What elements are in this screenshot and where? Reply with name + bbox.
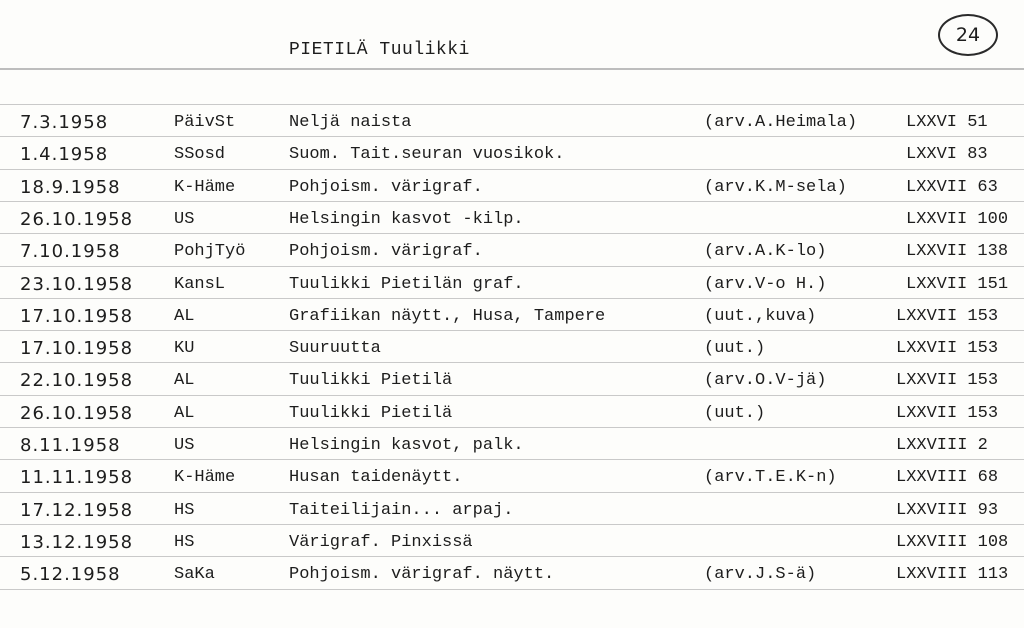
- entry-title: Grafiikan näytt., Husa, Tampere: [289, 307, 606, 326]
- entry-source: US: [174, 436, 195, 455]
- card-number: 24: [955, 24, 981, 46]
- entry-title: Taiteilijain... arpaj.: [289, 501, 514, 520]
- entry-ref: LXXVII 138: [906, 242, 1009, 261]
- entry-note: (arv.A.Heimala): [704, 113, 858, 132]
- entry-source: K-Häme: [174, 178, 236, 197]
- entry-source: US: [174, 210, 195, 229]
- entry-ref: LXXVIII 113: [896, 565, 1009, 584]
- entry-ref: LXXVII 63: [906, 178, 998, 197]
- entry-date: 7.10.1958: [20, 241, 121, 262]
- entry-note: (uut.,kuva): [704, 307, 817, 326]
- entry-title: Neljä naista: [289, 113, 412, 132]
- entry-source: KansL: [174, 275, 226, 294]
- entry-ref: LXXVII 153: [896, 339, 999, 358]
- entry-title: Husan taidenäytt.: [289, 468, 463, 487]
- card-number-circle: [938, 14, 998, 56]
- entry-row: [0, 564, 1024, 590]
- entry-date: 17.10.1958: [20, 306, 134, 327]
- entry-date: 7.3.1958: [20, 112, 109, 133]
- entry-row: [0, 177, 1024, 203]
- entry-ref: LXXVII 153: [896, 371, 999, 390]
- entry-row: [0, 338, 1024, 364]
- entry-note: (arv.A.K-lo): [704, 242, 827, 261]
- entry-ref: LXXVII 153: [896, 307, 999, 326]
- entry-source: SaKa: [174, 565, 215, 584]
- entry-row: [0, 209, 1024, 235]
- entry-row: [0, 370, 1024, 396]
- entry-date: 26.10.1958: [20, 403, 134, 424]
- entry-date: 23.10.1958: [20, 274, 134, 295]
- entry-title: Suom. Tait.seuran vuosikok.: [289, 145, 565, 164]
- card-top-rule: [0, 68, 1024, 70]
- entry-date: 22.10.1958: [20, 370, 134, 391]
- entry-date: 8.11.1958: [20, 435, 121, 456]
- entry-note: (uut.): [704, 404, 766, 423]
- entry-row: [0, 306, 1024, 332]
- entry-source: AL: [174, 307, 195, 326]
- entry-title: Pohjoism. värigraf. näytt.: [289, 565, 555, 584]
- entry-ref: LXXVIII 68: [896, 468, 999, 487]
- entry-source: PohjTyö: [174, 242, 246, 261]
- entry-row: [0, 500, 1024, 526]
- entry-title: Helsingin kasvot, palk.: [289, 436, 524, 455]
- entry-row: [0, 112, 1024, 138]
- entry-date: 26.10.1958: [20, 209, 134, 230]
- entry-date: 17.10.1958: [20, 338, 134, 359]
- entry-date: 18.9.1958: [20, 177, 121, 198]
- entry-date: 11.11.1958: [20, 467, 134, 488]
- entry-ref: LXXVII 100: [906, 210, 1009, 229]
- entry-title: Pohjoism. värigraf.: [289, 242, 483, 261]
- entry-row: [0, 435, 1024, 461]
- entry-note: (arv.J.S-ä): [704, 565, 817, 584]
- entry-source: AL: [174, 371, 195, 390]
- entry-title: Värigraf. Pinxissä: [289, 533, 473, 552]
- entry-title: Tuulikki Pietilä: [289, 371, 453, 390]
- entry-row: [0, 532, 1024, 558]
- entry-title: Pohjoism. värigraf.: [289, 178, 483, 197]
- entry-title: Tuulikki Pietilän graf.: [289, 275, 524, 294]
- entry-title: Tuulikki Pietilä: [289, 404, 453, 423]
- entry-row: [0, 144, 1024, 170]
- entry-note: (arv.V-o H.): [704, 275, 827, 294]
- entry-note: (uut.): [704, 339, 766, 358]
- entry-source: HS: [174, 501, 195, 520]
- entry-note: (arv.T.E.K-n): [704, 468, 837, 487]
- entry-date: 5.12.1958: [20, 564, 121, 585]
- entry-note: (arv.K.M-sela): [704, 178, 847, 197]
- entry-source: KU: [174, 339, 195, 358]
- entry-row: [0, 274, 1024, 300]
- entry-source: HS: [174, 533, 195, 552]
- entry-note: (arv.O.V-jä): [704, 371, 827, 390]
- entry-ref: LXXVI 51: [906, 113, 988, 132]
- entry-ref: LXXVI 83: [906, 145, 988, 164]
- entry-ref: LXXVIII 2: [896, 436, 988, 455]
- entry-ref: LXXVII 153: [896, 404, 999, 423]
- entry-ref: LXXVII 151: [906, 275, 1009, 294]
- entry-date: 1.4.1958: [20, 144, 109, 165]
- entry-source: AL: [174, 404, 195, 423]
- row-rule: [0, 104, 1024, 105]
- entry-ref: LXXVIII 93: [896, 501, 999, 520]
- entry-row: [0, 241, 1024, 267]
- entry-source: SSosd: [174, 145, 226, 164]
- card-heading: PIETILÄ Tuulikki: [289, 40, 470, 60]
- entry-row: [0, 403, 1024, 429]
- entry-title: Suuruutta: [289, 339, 381, 358]
- entry-date: 17.12.1958: [20, 500, 134, 521]
- entry-ref: LXXVIII 108: [896, 533, 1009, 552]
- entry-title: Helsingin kasvot -kilp.: [289, 210, 524, 229]
- entry-date: 13.12.1958: [20, 532, 134, 553]
- entry-source: K-Häme: [174, 468, 236, 487]
- entry-source: PäivSt: [174, 113, 236, 132]
- entry-row: [0, 467, 1024, 493]
